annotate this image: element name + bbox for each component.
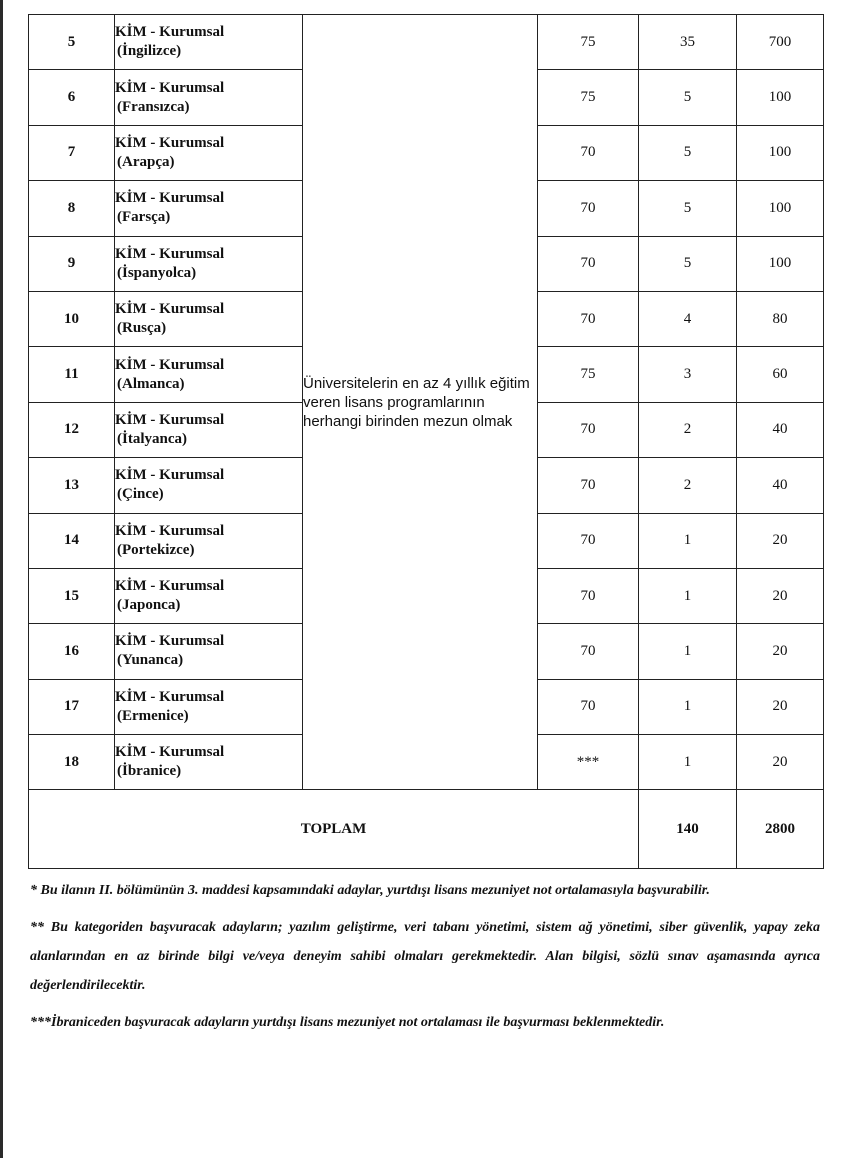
cell-score: 70: [538, 236, 639, 291]
cell-count: 20: [737, 679, 824, 734]
cell-count: 100: [737, 70, 824, 125]
position-title: KİM - Kurumsal: [115, 688, 225, 705]
position-title-cell: [115, 679, 303, 734]
cell-count: 40: [737, 458, 824, 513]
cell-quota: 5: [639, 236, 737, 291]
page-left-border: [0, 0, 3, 1158]
cell-quota: 2: [639, 458, 737, 513]
cell-score: 70: [538, 568, 639, 623]
cell-count: 20: [737, 568, 824, 623]
row-number: 13: [29, 458, 115, 513]
position-title-cell: [115, 458, 303, 513]
position-language: (Ermenice): [117, 707, 189, 724]
position-title-cell: [115, 735, 303, 790]
position-title: KİM - Kurumsal: [115, 134, 225, 151]
cell-score: 75: [538, 70, 639, 125]
cell-quota: 5: [639, 125, 737, 180]
cell-quota: 3: [639, 347, 737, 402]
position-title-cell: [115, 402, 303, 457]
footnote-3: ***İbraniceden başvuracak adayların yurtdışı lisans mezuniyet not ortalaması ile başvurması beklenmektedir.: [30, 1015, 665, 1030]
position-language: (Japonca): [117, 597, 181, 614]
position-language: (Yunanca): [117, 652, 184, 669]
footnotes: [30, 876, 820, 1045]
cell-quota: 1: [639, 624, 737, 679]
row-number: 14: [29, 513, 115, 568]
footnote-2: ** Bu kategoriden başvuracak adayların; yazılım geliştirme, veri tabanı yönetimi, sistem ağ yönetimi, siber güvenlik, yapay zeka alanlarından en az birinde bilgi ve/veya deneyim sahibi olmaları gerekmektedir. Alan bilgisi, sözlü sınav aşamasında ayrıca değerlendirilecektir.: [30, 920, 820, 993]
cell-score: 70: [538, 181, 639, 236]
cell-count: 60: [737, 347, 824, 402]
position-title: KİM - Kurumsal: [115, 522, 225, 539]
cell-quota: 4: [639, 291, 737, 346]
position-title: KİM - Kurumsal: [115, 245, 225, 262]
row-number: 6: [29, 70, 115, 125]
row-number: 10: [29, 291, 115, 346]
requirement-cell: Üniversitelerin en az 4 yıllık eğitim veren lisans programlarının herhangi birinden mezun olmak: [303, 15, 538, 790]
cell-score: 70: [538, 513, 639, 568]
quota-table: [28, 14, 824, 869]
position-title-cell: [115, 568, 303, 623]
row-number: 8: [29, 181, 115, 236]
position-title: KİM - Kurumsal: [115, 633, 225, 650]
quota-table-body: [29, 15, 824, 869]
cell-score: 70: [538, 125, 639, 180]
cell-quota: 1: [639, 568, 737, 623]
position-title-cell: [115, 70, 303, 125]
position-language: (İtalyanca): [117, 430, 187, 447]
cell-quota: 1: [639, 735, 737, 790]
cell-score: 70: [538, 402, 639, 457]
position-title: KİM - Kurumsal: [115, 24, 225, 41]
position-language: (İngilizce): [117, 43, 182, 60]
position-language: (Fransızca): [117, 98, 190, 115]
position-title-cell: [115, 347, 303, 402]
total-quota: 140: [639, 790, 737, 869]
cell-score: 70: [538, 624, 639, 679]
position-title: KİM - Kurumsal: [115, 301, 225, 318]
position-language: (Farsça): [117, 209, 171, 226]
cell-count: 40: [737, 402, 824, 457]
cell-quota: 1: [639, 679, 737, 734]
total-row: [29, 790, 824, 869]
row-number: 17: [29, 679, 115, 734]
cell-score: 70: [538, 458, 639, 513]
cell-quota: 1: [639, 513, 737, 568]
position-title: KİM - Kurumsal: [115, 411, 225, 428]
position-title: KİM - Kurumsal: [115, 356, 225, 373]
cell-quota: 35: [639, 15, 737, 70]
cell-score: 75: [538, 347, 639, 402]
position-language: (Arapça): [117, 153, 175, 170]
cell-score: 75: [538, 15, 639, 70]
position-title: KİM - Kurumsal: [115, 467, 225, 484]
cell-score: 70: [538, 679, 639, 734]
position-title: KİM - Kurumsal: [115, 190, 225, 207]
cell-quota: 2: [639, 402, 737, 457]
row-number: 15: [29, 568, 115, 623]
cell-count: 100: [737, 236, 824, 291]
position-title-cell: [115, 291, 303, 346]
position-title-cell: [115, 15, 303, 70]
cell-count: 80: [737, 291, 824, 346]
row-number: 9: [29, 236, 115, 291]
total-count: 2800: [737, 790, 824, 869]
cell-quota: 5: [639, 70, 737, 125]
position-title: KİM - Kurumsal: [115, 79, 225, 96]
position-title-cell: [115, 624, 303, 679]
position-language: (Almanca): [117, 375, 185, 392]
position-title-cell: [115, 125, 303, 180]
cell-count: 100: [737, 181, 824, 236]
row-number: 11: [29, 347, 115, 402]
row-number: 7: [29, 125, 115, 180]
footnote-1: * Bu ilanın II. bölümünün 3. maddesi kapsamındaki adaylar, yurtdışı lisans mezuniyet not ortalamasıyla başvurabilir.: [30, 883, 710, 898]
position-title-cell: [115, 513, 303, 568]
cell-count: 100: [737, 125, 824, 180]
position-title-cell: [115, 236, 303, 291]
position-title: KİM - Kurumsal: [115, 744, 225, 761]
position-language: (İspanyolca): [117, 264, 197, 281]
row-number: 18: [29, 735, 115, 790]
total-label: TOPLAM: [29, 790, 639, 869]
cell-score: ***: [538, 735, 639, 790]
position-language: (Rusça): [117, 320, 167, 337]
cell-quota: 5: [639, 181, 737, 236]
row-number: 16: [29, 624, 115, 679]
cell-count: 20: [737, 513, 824, 568]
row-number: 5: [29, 15, 115, 70]
table-row: [29, 15, 824, 70]
document-page: [28, 14, 823, 869]
cell-score: 70: [538, 291, 639, 346]
cell-count: 700: [737, 15, 824, 70]
position-language: (Çince): [117, 486, 164, 503]
row-number: 12: [29, 402, 115, 457]
position-language: (İbranice): [117, 763, 182, 780]
position-title-cell: [115, 181, 303, 236]
cell-count: 20: [737, 735, 824, 790]
cell-count: 20: [737, 624, 824, 679]
position-language: (Portekizce): [117, 541, 195, 558]
position-title: KİM - Kurumsal: [115, 578, 225, 595]
